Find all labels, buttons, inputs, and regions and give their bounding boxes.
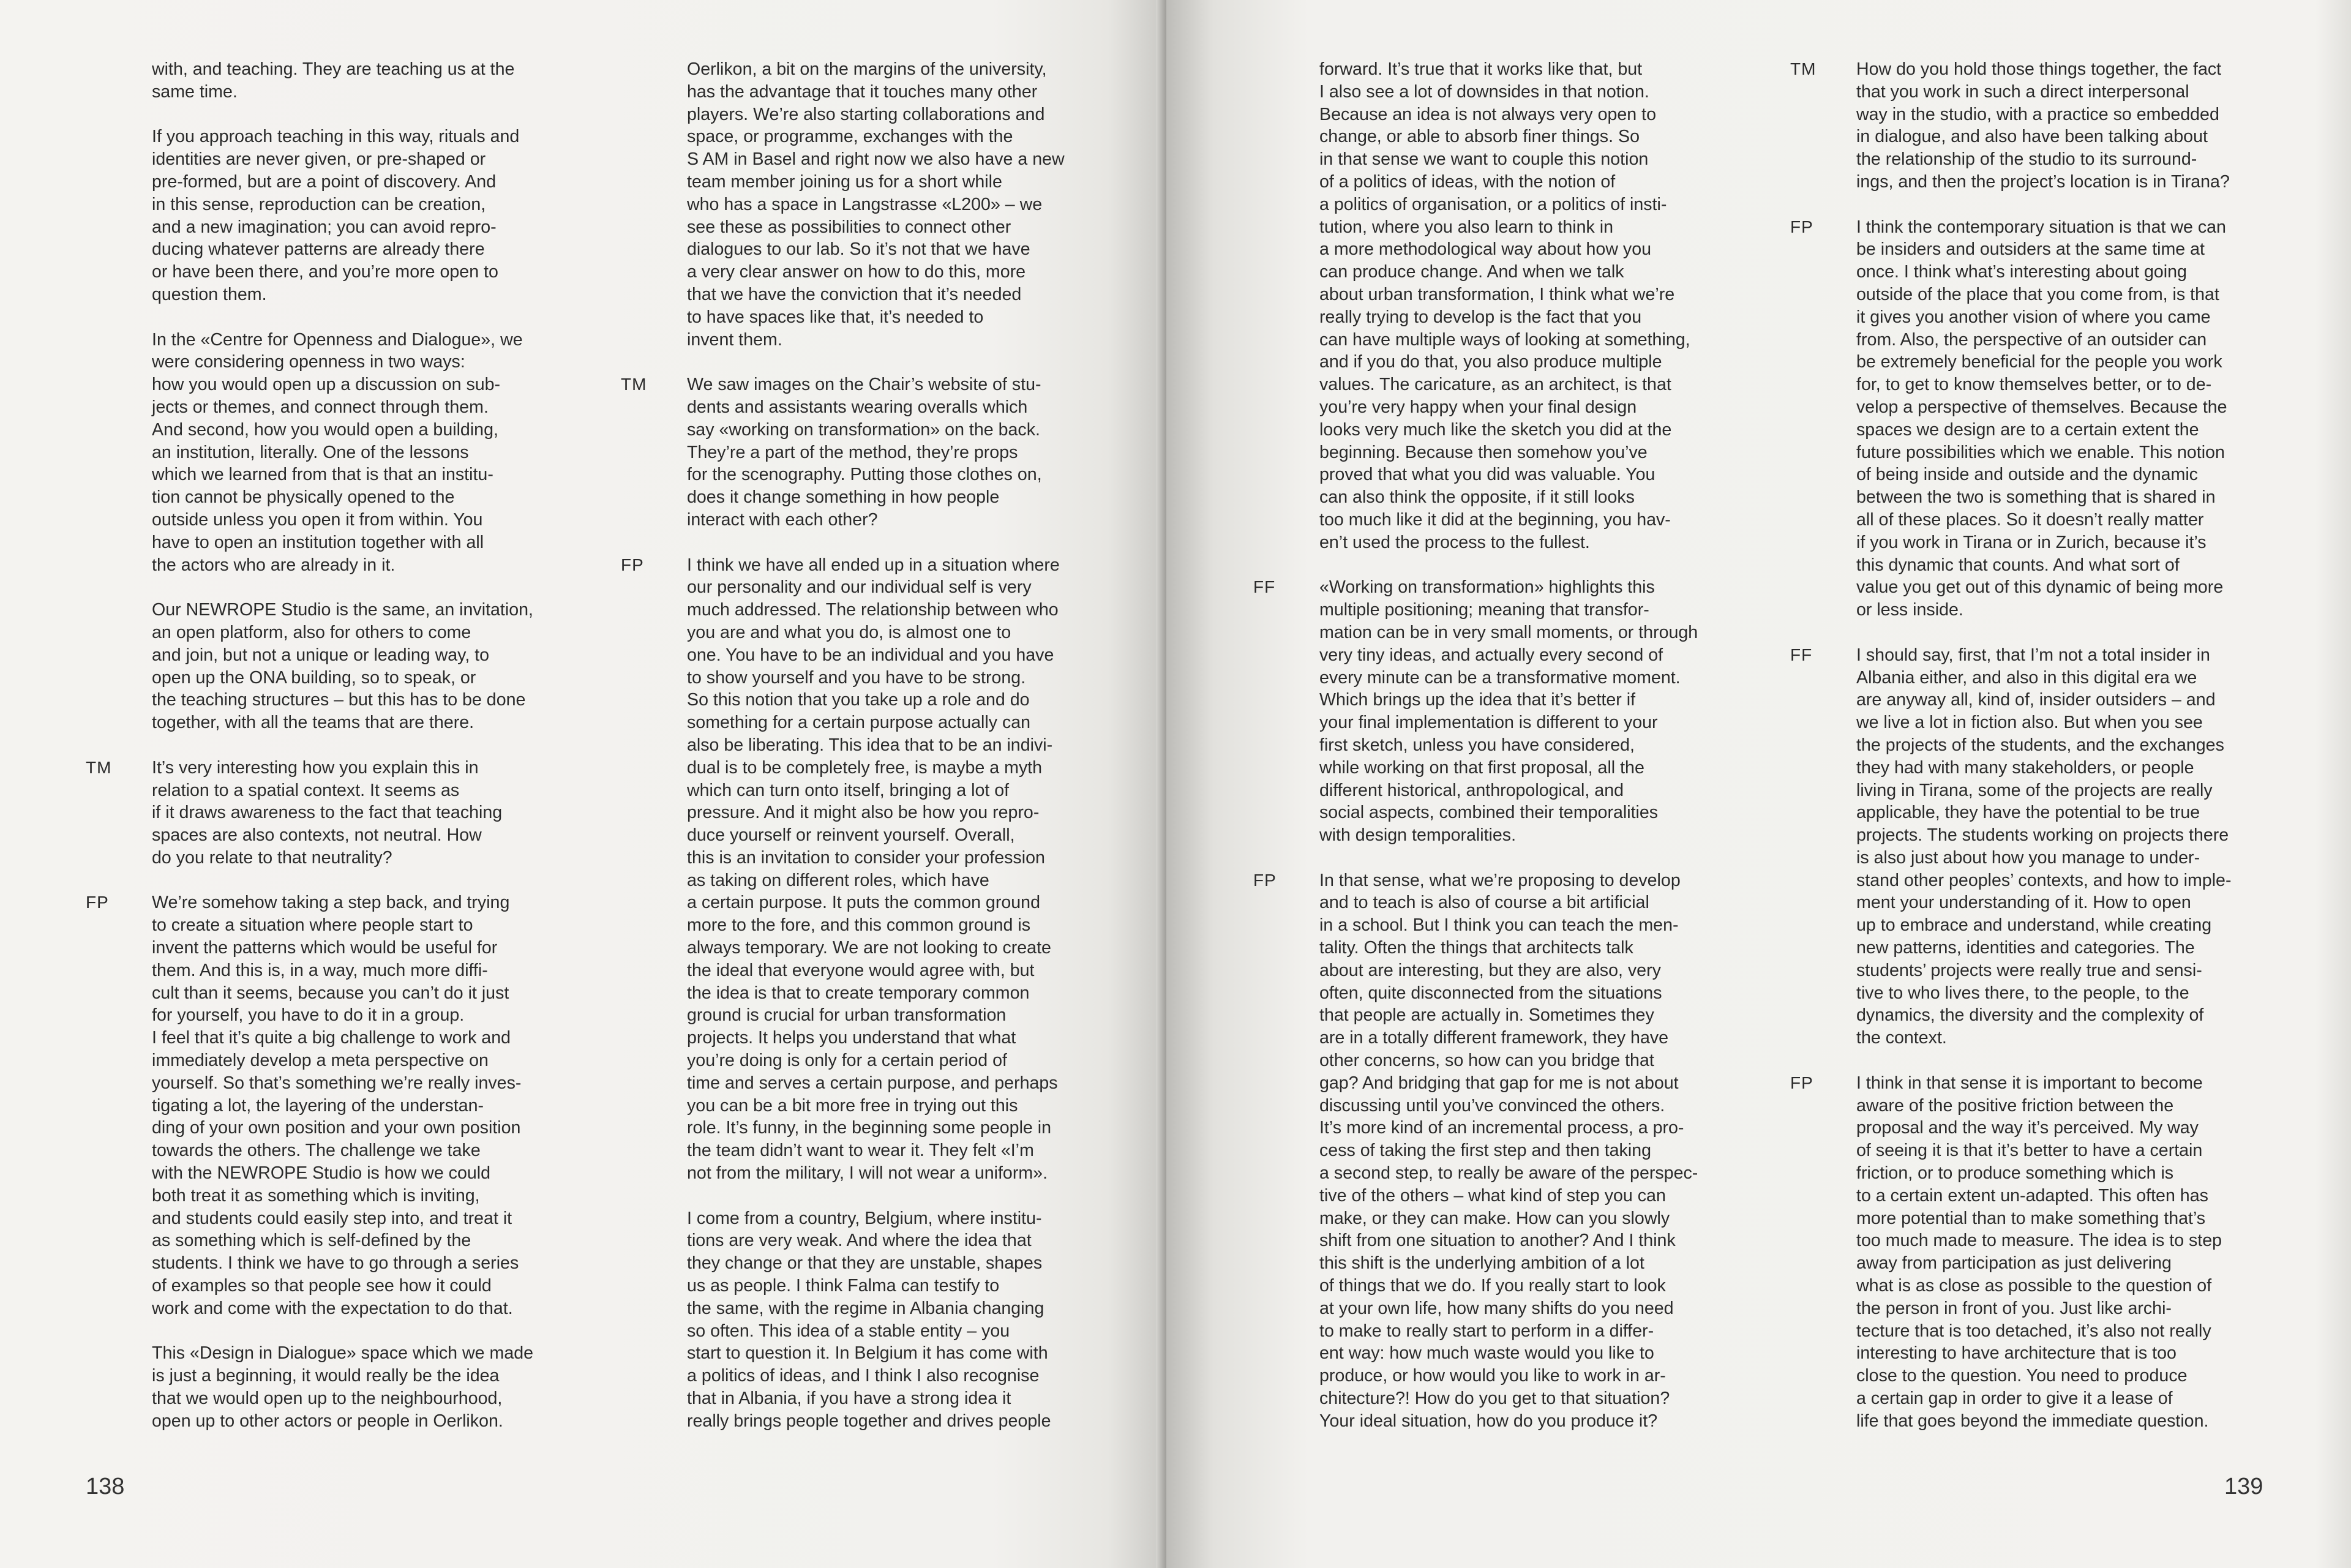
speaker-label: FF (1253, 577, 1276, 597)
speaker-label: TM (86, 757, 112, 777)
paragraph: I come from a country, Belgium, where institu- tions are very weak. And where the idea that they change or that they are unstable, shapes us as people. I think Falma can testify to the same, with the regime in Albania changing so often. This idea of a stable entity – you start to question it. In Belgium it has come with a politics of ideas, and I think I also recognise that in Albania, if you have a strong idea it really brings people together and drives people (687, 1208, 1051, 1431)
paragraph: I think in that sense it is important to become aware of the positive friction between the proposal and the way it’s perceived. My way of seeing it is that it’s better to have a certain friction, or to produce something which is to a certain extent un-adapted. This often has more potential than to make something that’s too much made to measure. The idea is to step away from participation as just delivering what is as close as possible to the question of the person in front of you. Just like archi- tecture that is too detached, it’s also not really interesting to have architecture that is too close to the question. You need to produce a certain gap in order to give it a lease of life that goes beyond the immediate question. (1856, 1073, 2222, 1431)
text-block (86, 757, 556, 869)
paragraph: We saw images on the Chair’s website of stu- dents and assistants wearing overalls which say «working on transformation» on the back. They’re a part of the method, they’re props for the scenography. Putting those clothes on, does it change something in how people interact with each other? (687, 375, 1042, 530)
text-block (1319, 58, 1720, 554)
text-block (1253, 869, 1720, 1433)
paragraph: This «Design in Dialogue» space which we made is just a beginning, it would really be the idea that we would open up to the neighbourhood, open up to other actors or people in Oerlikon. (152, 1343, 534, 1431)
text-block (152, 58, 556, 103)
paragraph: I think we have all ended up in a situation where our personality and our individual self is very much addressed. The relationship between who you are and what you do, is almost one to one. You have to be an individual and you have to show yourself and you have to be strong. So this notion that you take up a role and do something for a certain purpose actually can also be liberating. This idea that to be an indivi- dual is to be completely free, is maybe a myth which can turn onto itself, bringing a lot of pressure. And it might also be how you repro- duce yourself or reinvent yourself. Overall, this is an invitation to consider your profession as taking on different roles, which have a certain purpose. It puts the common ground more to the fore, and this common ground is always temporary. We are not looking to create the ideal that everyone would agree with, but the idea is that to create temporary common ground is crucial for urban transformation projects. It helps you understand that what you’re doing is only for a certain period of time and serves a certain purpose, and perhaps you can be a bit more free in trying out this role. It’s funny, in the beginning some people in the team didn’t want to wear it. They felt «I’m not from the military, I will not wear a uniform». (687, 555, 1060, 1184)
paragraph: It’s very interesting how you explain this in relation to a spatial context. It seems as if it draws awareness to the fact that teaching spaces are also contexts, not neutral. How do you relate to that neutrality? (152, 757, 503, 868)
text-block (86, 891, 556, 1319)
paragraph: Our NEWROPE Studio is the same, an invitation, an open platform, also for others to come and join, but not a unique or leading way, to open up the ONA building, so to speak, or the teaching structures – but this has to be done together, with all the teams that are there. (152, 600, 533, 733)
left-page-column-1 (86, 58, 556, 1455)
speaker-label: TM (621, 375, 647, 394)
text-block (621, 373, 1091, 531)
paragraph: I should say, first, that I’m not a total insider in Albania either, and also in this digital era we are anyway all, kind of, insider outsiders – and we live a lot in fiction also. But when you see the projects of the students, and the exchanges they had with many stakeholders, or people living in Tirana, some of the projects are really applicable, they have the potential to be true projects. The students working on projects there is also just about how you manage to under- stand other peoples’ contexts, and how to imple- ment your understanding of it. How to open up to embrace and understand, while creating new patterns, identities and categories. The students’ projects were really true and sensi- tive to who lives there, to the people, to the dynamics, the diversity and the complexity of the context. (1856, 645, 2232, 1048)
paragraph: We’re somehow taking a step back, and trying to create a situation where people start to invent the patterns which would be useful for them. And this is, in a way, much more diffi- cult than it seems, because you can’t do it just for yourself, you have to do it in a group. I feel that it’s quite a big challenge to work and immediately develop a meta perspective on yourself. So that’s something we’re really inves- tigating a lot, the layering of the understan- ding of your own position and your own position towards the others. The challenge we take with the NEWROPE Studio is how we could both treat it as something which is inviting, and students could easily step into, and treat it as something which is self-defined by the students. I think we have to go through a series of examples so that people see how it could work and come with the expectation to do that. (152, 893, 522, 1318)
speaker-label: FF (1790, 645, 1813, 664)
right-page (1166, 0, 2351, 1568)
paragraph: Oerlikon, a bit on the margins of the university, has the advantage that it touches many other players. We’re also starting collaborations and space, or programme, exchanges with the S AM in Basel and right now we also have a new team member joining us for a short while who has a space in Langstrasse «L200» – we see these as possibilities to connect other dialogues to our lab. So it’s not that we have a very clear answer on how to do this, more that we have the conviction that it’s needed to have spaces like that, it’s needed to invent them. (687, 59, 1065, 350)
left-page-column-2 (621, 58, 1091, 1455)
speaker-label: FP (1253, 870, 1277, 890)
speaker-label: TM (1790, 59, 1817, 78)
speaker-label: FP (1790, 1073, 1813, 1092)
speaker-label: FP (86, 893, 109, 912)
paragraph: In the «Centre for Openness and Dialogue», we were considering openness in two ways: how you would open up a discussion on sub- jects or themes, and connect through them. And second, how you would open a building, an institution, literally. One of the lessons which we learned from that is that an institu- tion cannot be physically opened to the outside unless you open it from within. You have to open an institution together with all the actors who are already in it. (152, 329, 523, 575)
paragraph: «Working on transformation» highlights this multiple positioning; meaning that transfor- mation can be in very small moments, or through very tiny ideas, and actually every second of every minute can be a transformative moment. Which brings up the idea that it’s better if your final implementation is different to your first sketch, unless you have considered, while working on that first proposal, all the different historical, anthropological, and social aspects, combined their temporalities with design temporalities. (1319, 577, 1698, 846)
page-number-left: 138 (86, 1474, 125, 1499)
right-page-column-2 (1790, 58, 2279, 1455)
text-block (1790, 216, 2279, 621)
paragraph: with, and teaching. They are teaching us at the same time. (152, 59, 515, 102)
paragraph: How do you hold those things together, the fact that you work in such a direct interpersonal way in the studio, with a practice so embedded in dialogue, and also have been talking about the relationship of the studio to its surround- ings, and then the project’s location is in Tirana? (1856, 59, 2230, 192)
text-block (1790, 58, 2279, 193)
paragraph: In that sense, what we’re proposing to develop and to teach is also of course a bit artificial in a school. But I think you can teach the men- tality. Often the things that architects talk about are interesting, but they are also, very often, quite disconnected from the situations that people are actually in. Sometimes they are in a totally different framework, they have other concerns, so how can you bridge that gap? And bridging that gap for me is not about discussing until you’ve convinced the others. It’s more kind of an incremental process, a pro- cess of taking the first step and then taking a second step, to really be aware of the perspec- tive of the others – what kind of step you can make, or they can make. How can you slowly shift from one situation to another? And I think this shift is the underlying ambition of a lot of things that we do. If you really start to look at your own life, how many shifts do you need to make to really start to perform in a differ- ent way: how much waste would you like to produce, or how would you like to work in ar- chitecture?! How do you get to that situation? Your ideal situation, how do you produce it? (1319, 870, 1698, 1431)
text-block (687, 1207, 1091, 1433)
text-block (1790, 644, 2279, 1049)
text-block (152, 1342, 556, 1432)
page-number-right: 139 (2224, 1474, 2263, 1499)
text-block (621, 554, 1091, 1185)
paragraph: forward. It’s true that it works like that, but I also see a lot of downsides in that notion. Because an idea is not always very open to change, or able to absorb finer things. So in that sense we want to couple this notion of a politics of ideas, with the notion of a politics of organisation, or a politics of insti- tution, where you also learn to think in a more methodological way about how you can produce change. And when we talk about urban transformation, I think what we’re really trying to develop is the fact that you can have multiple ways of looking at something, and if you do that, you also produce multiple values. The caricature, as an architect, is that you’re very happy when your final design looks very much like the sketch you did at the beginning. Because then somehow you’ve proved that what you did was valuable. You can also think the opposite, if it still looks too much like it did at the beginning, you hav- en’t used the process to the fullest. (1319, 59, 1690, 552)
text-block (152, 329, 556, 577)
speaker-label: FP (1790, 217, 1813, 236)
paragraph: I think the contemporary situation is that we can be insiders and outsiders at the same time at once. I think what’s interesting about going outside of the place that you come from, is that it gives you another vision of where you came from. Also, the perspective of an outsider can be extremely beneficial for the people you work for, to get to know themselves better, or to de- velop a perspective of themselves. Because the spaces we design are to a certain extent the future possibilities which we enable. This notion of being inside and outside and the dynamic between the two is something that is shared in all of these places. So it doesn’t really matter if you work in Tirana or in Zurich, because it’s this dynamic that counts. And what sort of value you get out of this dynamic of being more or less inside. (1856, 217, 2227, 620)
speaker-label: FP (621, 555, 644, 574)
text-block (152, 126, 556, 306)
text-block (1790, 1072, 2279, 1433)
right-page-column-1 (1253, 58, 1720, 1455)
left-page (0, 0, 1166, 1568)
text-block (152, 599, 556, 734)
text-block (1253, 576, 1720, 847)
paragraph: If you approach teaching in this way, rituals and identities are never given, or pre-shaped or pre-formed, but are a point of discovery. And in this sense, reproduction can be creation, and a new imagination; you can avoid repro- ducing whatever patterns are already there or have been there, and you’re more open to question them. (152, 127, 520, 304)
text-block (687, 58, 1091, 351)
